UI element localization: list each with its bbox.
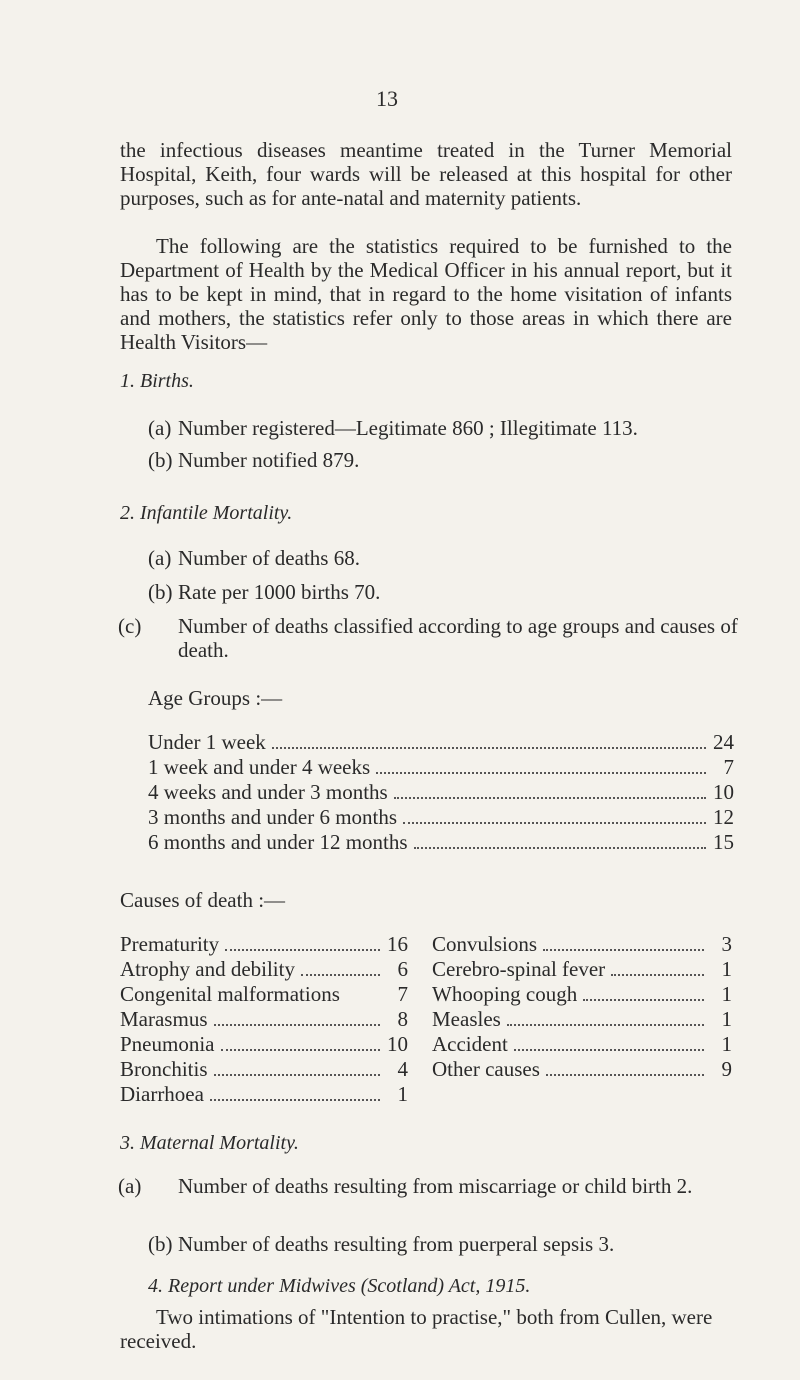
maternal-b-label: (b) [148,1232,173,1256]
intro-paragraph-1: the infectious diseases meantime treated in the Turner Memorial Hospital, Keith, four wards will be released at this hospital for other purposes, such as for ante-natal and maternity patients. [120,138,732,210]
infantile-item-c [118,614,764,662]
cause-value: 1 [721,982,732,1006]
cause-label: Accident [432,1032,508,1056]
cause-label: Cerebro-spinal fever [432,957,606,981]
dot-leader [225,949,380,951]
dot-leader [376,772,706,774]
cause-value: 10 [387,1032,408,1056]
cause-label: Pneumonia [120,1032,215,1056]
dot-leader [611,974,704,976]
dot-leader [583,999,704,1001]
cause-row [120,957,408,982]
infantile-b-label: (b) [148,580,173,604]
age-group-value: 15 [713,830,734,854]
cause-label: Measles [432,1007,501,1031]
cause-label: Whooping cough [432,982,578,1006]
cause-label: Convulsions [432,932,538,956]
dot-leader [507,1024,704,1026]
cause-value: 3 [721,932,732,956]
cause-label: Congenital malformations [120,982,340,1006]
age-group-row [148,730,734,755]
infantile-item-b [148,580,734,604]
cause-row [120,932,408,957]
cause-value: 1 [721,1007,732,1031]
age-group-row [148,755,734,780]
maternal-a-label: (a) [118,1174,142,1198]
maternal-item-a [118,1174,764,1198]
cause-label: Atrophy and debility [120,957,295,981]
infantile-a-label: (a) [148,546,172,570]
age-group-value: 24 [713,730,734,754]
dot-leader [514,1049,704,1051]
cause-row [120,1032,408,1057]
age-group-value: 12 [713,805,734,829]
dot-leader [394,797,706,799]
cause-value: 16 [387,932,408,956]
cause-row [120,982,408,1007]
births-b-text: Number notified 879. [178,448,360,472]
cause-row [432,957,732,982]
age-group-label: 6 months and under 12 months [148,830,408,854]
maternal-a-text: Number of deaths resulting from miscarriage or child birth 2. [178,1174,693,1198]
infantile-heading: 2. Infantile Mortality. [120,502,293,524]
dot-leader [414,847,706,849]
cause-value: 1 [721,957,732,981]
cause-value: 1 [397,1082,408,1106]
age-group-label: 4 weeks and under 3 months [148,780,388,804]
births-a-label: (a) [148,416,172,440]
cause-row [432,932,732,957]
dot-leader [543,949,704,951]
cause-value: 4 [397,1057,408,1081]
infantile-c-label: (c) [118,614,142,638]
cause-row [432,1032,732,1057]
maternal-heading: 3. Maternal Mortality. [120,1132,299,1154]
midwives-heading: 4. Report under Midwives (Scotland) Act, 1915. [148,1275,531,1297]
births-item-b [148,448,734,472]
cause-label: Marasmus [120,1007,208,1031]
dot-leader [403,822,706,824]
age-group-value: 7 [723,755,734,779]
infantile-item-a [148,546,734,570]
cause-row [432,982,732,1007]
births-a-text: Number registered—Legitimate 860 ; Illegitimate 113. [178,416,638,440]
births-item-a [148,416,734,440]
age-group-label: 3 months and under 6 months [148,805,398,829]
causes-title: Causes of death :— [120,888,286,912]
cause-label: Bronchitis [120,1057,208,1081]
maternal-item-b [148,1232,734,1256]
intro-paragraph-2: The following are the statistics required to be furnished to the Department of Health by the Medical Officer in his annual report, but it has to be kept in mind, that in regard to the home visitation of infants and mothers, the statistics refer only to those areas in which there are Health Visitors— [120,234,732,354]
age-group-label: 1 week and under 4 weeks [148,755,371,779]
cause-row [120,1082,408,1107]
maternal-b-text: Number of deaths resulting from puerperal sepsis 3. [178,1232,615,1256]
dot-leader [221,1049,381,1051]
infantile-b-text: Rate per 1000 births 70. [178,580,381,604]
infantile-a-text: Number of deaths 68. [178,546,360,570]
age-group-label: Under 1 week [148,730,266,754]
cause-value: 7 [397,982,408,1006]
dot-leader [546,1074,704,1076]
cause-value: 8 [397,1007,408,1031]
age-group-row [148,805,734,830]
infantile-c-text: Number of deaths classified according to age groups and causes of death. [178,614,738,662]
page-number: 13 [376,86,398,111]
dot-leader [214,1074,381,1076]
births-heading: 1. Births. [120,370,194,392]
age-groups-title: Age Groups :— [148,686,283,710]
births-b-label: (b) [148,448,173,472]
cause-label: Other causes [432,1057,540,1081]
cause-value: 6 [397,957,408,981]
age-group-row [148,830,734,855]
cause-value: 9 [721,1057,732,1081]
age-group-row [148,780,734,805]
cause-label: Diarrhoea [120,1082,204,1106]
cause-value: 1 [721,1032,732,1056]
cause-row [432,1007,732,1032]
cause-label: Prematurity [120,932,220,956]
age-group-value: 10 [713,780,734,804]
dot-leader [272,747,706,749]
cause-row [120,1057,408,1082]
dot-leader [301,974,380,976]
cause-row [120,1007,408,1032]
dot-leader [214,1024,381,1026]
cause-row [432,1057,732,1082]
midwives-text: Two intimations of "Intention to practise," both from Cullen, were received. [120,1305,713,1353]
dot-leader [210,1099,380,1101]
